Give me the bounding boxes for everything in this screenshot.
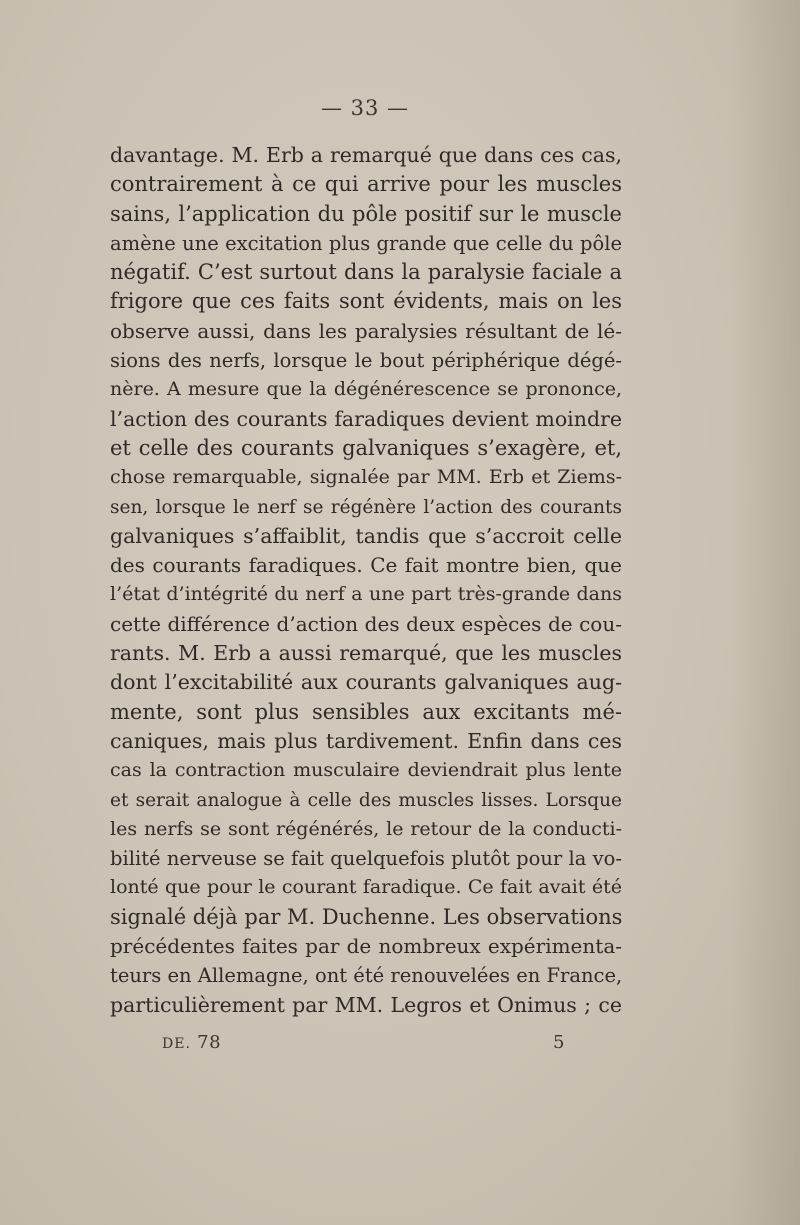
text-line: sains, l’application du pôle positif sur le muscle: [110, 201, 622, 226]
text-line: des courants faradiques. Ce fait montre bien, que: [110, 553, 622, 578]
text-line: chose remarquable, signalée par MM. Erb et Ziems-: [110, 466, 622, 489]
text-line: et serait analogue à celle des muscles lisses. Lorsque: [110, 789, 622, 811]
text-line: observe aussi, dans les paralysies résultant de lé-: [110, 318, 622, 343]
text-line: l’action des courants faradiques devient moindre: [110, 406, 622, 431]
text-line: amène une excitation plus grande que celle du pôle: [110, 231, 622, 255]
text-line: nère. A mesure que la dégénérescence se prononce,: [110, 378, 622, 401]
text-line: frigore que ces faits sont évidents, mais on les: [110, 289, 622, 314]
text-line: précédentes faites par de nombreux expérimenta-: [110, 934, 622, 959]
text-line: l’état d’intégrité du nerf a une part très-grande dans: [110, 583, 622, 606]
text-line: négatif. C’est surtout dans la paralysie faciale a: [110, 260, 622, 285]
text-line: les nerfs se sont régénérés, le retour de la conducti-: [110, 817, 622, 840]
text-line: cas la contraction musculaire deviendrait plus lente: [110, 759, 622, 782]
text-line: signalé déjà par M. Duchenne. Les observations: [110, 904, 623, 929]
text-line: dont l’excitabilité aux courants galvaniques aug-: [110, 670, 622, 695]
text-line: teurs en Allemagne, ont été renouvelées en France,: [110, 964, 623, 988]
signature-prefix: DE.: [162, 1036, 191, 1052]
body-text: [110, 141, 622, 1020]
page-edge-shadow: [730, 0, 800, 1225]
text-line: rants. M. Erb a aussi remarqué, que les muscles: [110, 641, 622, 666]
text-line: contrairement à ce qui arrive pour les muscles: [110, 172, 622, 197]
text-line: galvaniques s’affaiblit, tandis que s’accroit celle: [110, 523, 622, 548]
signature-mark-right: 5: [553, 1032, 565, 1053]
page-number: — 33 —: [320, 96, 410, 120]
text-line: cette différence d’action des deux espèces de cou-: [110, 611, 622, 636]
signature-mark-left: [162, 1032, 221, 1053]
text-line: davantage. M. Erb a remarqué que dans ces cas,: [110, 143, 622, 167]
text-line: sen, lorsque le nerf se régénère l’action des courants: [110, 496, 622, 518]
text-line: bilité nerveuse se fait quelquefois plutôt pour la vo-: [110, 847, 622, 871]
text-line: particulièrement par MM. Legros et Onimus ; ce: [110, 992, 622, 1017]
text-line: et celle des courants galvaniques s’exagère, et,: [110, 435, 622, 460]
text-line: caniques, mais plus tardivement. Enfin dans ces: [110, 728, 622, 753]
text-line: mente, sont plus sensibles aux excitants mé-: [110, 699, 622, 724]
signature-number: 78: [197, 1032, 222, 1053]
text-line: sions des nerfs, lorsque le bout périphérique dégé-: [110, 349, 622, 373]
text-line: lonté que pour le courant faradique. Ce fait avait été: [110, 876, 622, 899]
